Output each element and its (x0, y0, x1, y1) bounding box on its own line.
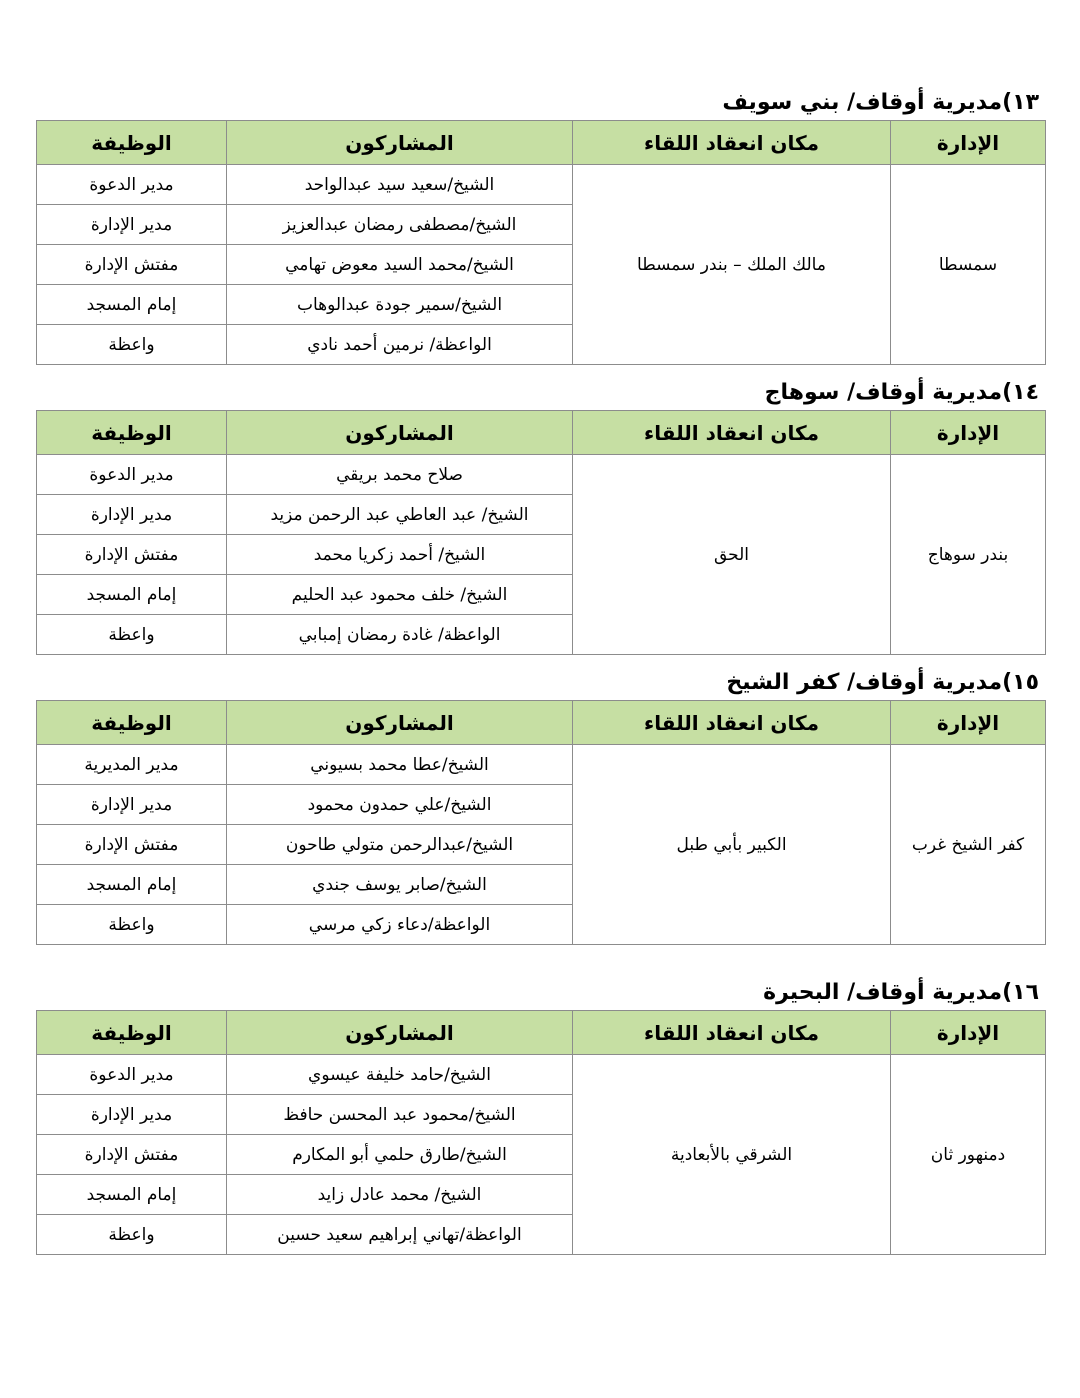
table-row (37, 1055, 1046, 1095)
job-cell: إمام المسجد (37, 865, 227, 905)
participant-cell: الشيخ/محمود عبد المحسن حافظ (227, 1095, 573, 1135)
header-job: الوظيفة (37, 411, 227, 455)
job-cell: مدير الدعوة (37, 455, 227, 495)
participant-cell: الشيخ/طارق حلمي أبو المكارم (227, 1135, 573, 1175)
job-cell: واعظة (37, 1215, 227, 1255)
header-participants: المشاركون (227, 121, 573, 165)
job-cell: مدير الإدارة (37, 1095, 227, 1135)
job-cell: مفتش الإدارة (37, 1135, 227, 1175)
table-row (37, 455, 1046, 495)
participant-cell: الشيخ/ محمد عادل زايد (227, 1175, 573, 1215)
header-administration: الإدارة (891, 1011, 1046, 1055)
meeting-place-cell: الشرقي بالأبعادية (573, 1055, 891, 1255)
job-cell: مدير الدعوة (37, 165, 227, 205)
meeting-table (36, 120, 1046, 365)
header-meeting-place: مكان انعقاد اللقاء (573, 1011, 891, 1055)
participant-cell: الشيخ/سمير جودة عبدالوهاب (227, 285, 573, 325)
administration-cell: سمسطا (891, 165, 1046, 365)
meeting-table (36, 700, 1046, 945)
administration-cell: بندر سوهاج (891, 455, 1046, 655)
meeting-place-cell: مالك الملك – بندر سمسطا (573, 165, 891, 365)
job-cell: مدير الإدارة (37, 785, 227, 825)
job-cell: مدير الدعوة (37, 1055, 227, 1095)
participant-cell: الشيخ/صابر يوسف جندي (227, 865, 573, 905)
section-kafr-el-sheikh (36, 666, 1045, 945)
table-header-row (37, 411, 1046, 455)
header-administration: الإدارة (891, 121, 1046, 165)
participant-cell: الواعظة/ نرمين أحمد نادي (227, 325, 573, 365)
section-beheira (36, 976, 1045, 1255)
participant-cell: الشيخ/مصطفى رمضان عبدالعزيز (227, 205, 573, 245)
participant-cell: الشيخ/علي حمدون محمود (227, 785, 573, 825)
header-job: الوظيفة (37, 701, 227, 745)
job-cell: مفتش الإدارة (37, 535, 227, 575)
section-title: ١٤)مديرية أوقاف/ سوهاج (764, 380, 1039, 405)
job-cell: إمام المسجد (37, 575, 227, 615)
section-sohag (36, 376, 1045, 655)
header-administration: الإدارة (891, 411, 1046, 455)
header-job: الوظيفة (37, 1011, 227, 1055)
participant-cell: الشيخ/ عبد العاطي عبد الرحمن مزيد (227, 495, 573, 535)
participant-cell: الشيخ/ خلف محمود عبد الحليم (227, 575, 573, 615)
meeting-table (36, 1010, 1046, 1255)
meeting-place-cell: الكبير بأبي طبل (573, 745, 891, 945)
section-title: ١٣)مديرية أوقاف/ بني سويف (722, 90, 1039, 115)
job-cell: مفتش الإدارة (37, 245, 227, 285)
participant-cell: الشيخ/محمد السيد معوض تهامي (227, 245, 573, 285)
header-participants: المشاركون (227, 411, 573, 455)
administration-cell: دمنهور ثان (891, 1055, 1046, 1255)
participant-cell: الشيخ/سعيد سيد عبدالواحد (227, 165, 573, 205)
participant-cell: الواعظة/تهاني إبراهيم سعيد حسين (227, 1215, 573, 1255)
header-meeting-place: مكان انعقاد اللقاء (573, 411, 891, 455)
table-row (37, 165, 1046, 205)
header-job: الوظيفة (37, 121, 227, 165)
job-cell: مفتش الإدارة (37, 825, 227, 865)
section-title: ١٦)مديرية أوقاف/ البحيرة (763, 980, 1039, 1005)
section-title: ١٥)مديرية أوقاف/ كفر الشيخ (726, 670, 1039, 695)
participant-cell: صلاح محمد بريقي (227, 455, 573, 495)
job-cell: مدير المديرية (37, 745, 227, 785)
participant-cell: الواعظة/ غادة رمضان إمبابي (227, 615, 573, 655)
header-administration: الإدارة (891, 701, 1046, 745)
meeting-table (36, 410, 1046, 655)
job-cell: واعظة (37, 325, 227, 365)
section-beni-suef (36, 86, 1045, 365)
header-participants: المشاركون (227, 1011, 573, 1055)
header-meeting-place: مكان انعقاد اللقاء (573, 701, 891, 745)
job-cell: مدير الإدارة (37, 495, 227, 535)
table-row (37, 745, 1046, 785)
job-cell: إمام المسجد (37, 285, 227, 325)
participant-cell: الشيخ/حامد خليفة عيسوي (227, 1055, 573, 1095)
table-header-row (37, 701, 1046, 745)
job-cell: إمام المسجد (37, 1175, 227, 1215)
table-header-row (37, 121, 1046, 165)
administration-cell: كفر الشيخ غرب (891, 745, 1046, 945)
job-cell: واعظة (37, 905, 227, 945)
participant-cell: الشيخ/عطا محمد بسيوني (227, 745, 573, 785)
table-header-row (37, 1011, 1046, 1055)
job-cell: واعظة (37, 615, 227, 655)
meeting-place-cell: الحق (573, 455, 891, 655)
participant-cell: الشيخ/عبدالرحمن متولي طاحون (227, 825, 573, 865)
header-meeting-place: مكان انعقاد اللقاء (573, 121, 891, 165)
header-participants: المشاركون (227, 701, 573, 745)
participant-cell: الواعظة/دعاء زكي مرسي (227, 905, 573, 945)
job-cell: مدير الإدارة (37, 205, 227, 245)
participant-cell: الشيخ/ أحمد زكريا محمد (227, 535, 573, 575)
